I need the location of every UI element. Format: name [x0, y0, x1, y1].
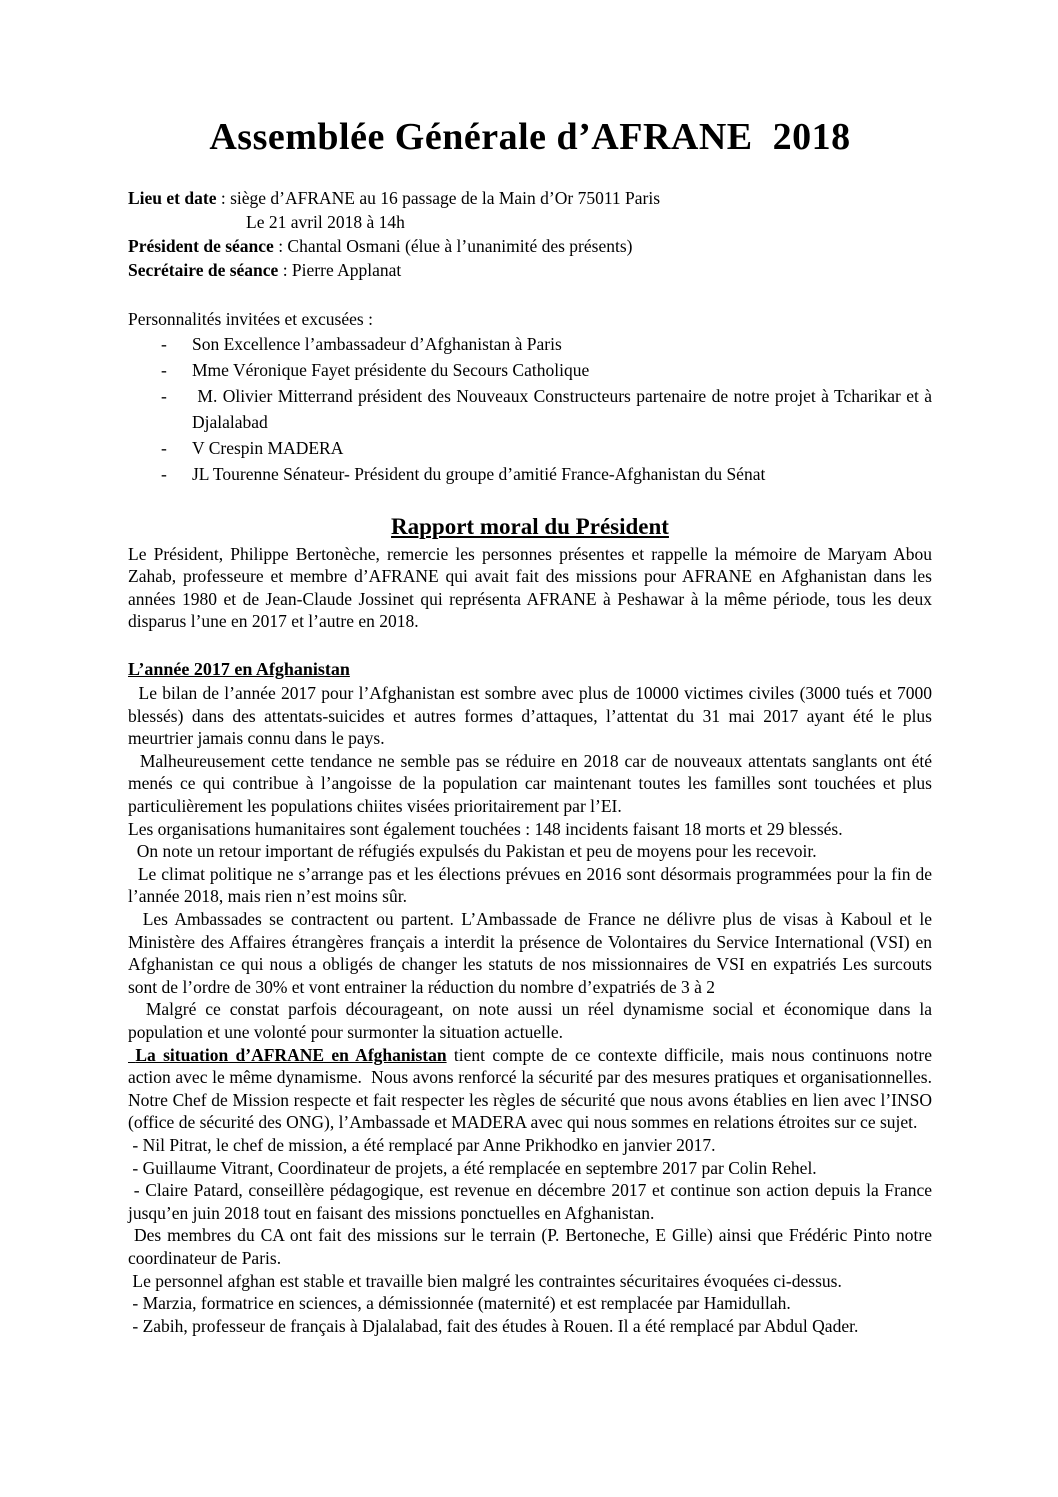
body-paragraph: Le bilan de l’année 2017 pour l’Afghanistan est sombre avec plus de 10000 victimes civiles (3000 tués et 7000 blessés) dans des attentats-suicides et autres formes d’attaques, l’attentat du 31 mai 2017 ayant été le plus meurtrier jamais connu dans le pays. [128, 683, 937, 749]
situation-paragraph [128, 1044, 937, 1134]
meta-president-value: : Chantal Osmani (élue à l’unanimité des présents) [273, 235, 633, 256]
meta-date-line: Le 21 avril 2018 à 14h [246, 211, 405, 232]
situation-inline-heading: La situation d’AFRANE en Afghanistan [128, 1044, 447, 1065]
invitee-text: JL Tourenne Sénateur- Président du groupe d’amitié France-Afghanistan du Sénat [192, 463, 766, 484]
body-paragraph: On note un retour important de réfugiés expulsés du Pakistan et peu de moyens pour les recevoir. [128, 841, 817, 862]
body-paragraph: Malgré ce constat parfois décourageant, on note aussi un réel dynamisme social et économique dans la population et une volonté pour surmonter la situation actuelle. [128, 999, 937, 1042]
dash-bullet: - [161, 463, 167, 484]
meta-lieu-label: Lieu et date [128, 187, 217, 208]
section-heading-rapport-moral: Rapport moral du Président [391, 513, 669, 539]
body-paragraph: - Claire Patard, conseillère pédagogique, est revenue en décembre 2017 et continue son action depuis la France jusqu’en juin 2018 tout en faisant des missions ponctuelles en Afghanistan. [128, 1180, 937, 1223]
meta-secretaire-label: Secrétaire de séance [128, 259, 279, 280]
invitee-text: M. Olivier Mitterrand président des Nouveaux Constructeurs partenaire de notre projet à Tcharikar et à Djalalabad [192, 385, 937, 432]
dash-bullet: - [161, 333, 167, 354]
invitee-item [128, 357, 932, 383]
body-paragraph: Les organisations humanitaires sont également touchées : 148 incidents faisant 18 morts et 29 blessés. [128, 818, 843, 839]
invitee-text: V Crespin MADERA [192, 437, 344, 458]
body-paragraph: - Guillaume Vitrant, Coordinateur de projets, a été remplacée en septembre 2017 par Colin Rehel. [128, 1157, 817, 1178]
invitee-text: Mme Véronique Fayet présidente du Secours Catholique [192, 359, 590, 380]
rapport-intro-paragraph: Le Président, Philippe Bertonèche, remercie les personnes présentes et rappelle la mémoire de Maryam Abou Zahab, professeure et membre d’AFRANE qui avait fait des missions pour AFRANE en Afghanistan dans les années 1980 et de Jean-Claude Jossinet qui représenta AFRANE à Peshawar à la même période, tous les deux disparus l’une en 2017 et l’autre en 2018. [128, 543, 937, 632]
document-title: Assemblée Générale d’AFRANE 2018 [209, 116, 851, 158]
meta-block [128, 186, 932, 282]
meta-lieu-date [128, 186, 932, 210]
body-paragraph: - Marzia, formatrice en sciences, a démissionnée (maternité) et est remplacée par Hamidullah. [128, 1293, 791, 1314]
invitees-list [128, 331, 937, 487]
section-heading-annee-2017: L’année 2017 en Afghanistan [128, 659, 350, 680]
invitee-item [128, 435, 932, 461]
dash-bullet: - [161, 437, 167, 458]
body-paragraph: Des membres du CA ont fait des missions sur le terrain (P. Bertoneche, E Gille) ainsi que Frédéric Pinto notre coordinateur de Paris. [128, 1225, 937, 1268]
meta-lieu-value: : siège d’AFRANE au 16 passage de la Main d’Or 75011 Paris [216, 187, 661, 208]
meta-secretaire-value: : Pierre Applanat [278, 259, 402, 280]
meta-secretaire [128, 258, 932, 282]
body-paragraph: Les Ambassades se contractent ou partent. L’Ambassade de France ne délivre plus de visas à Kaboul et le Ministère des Affaires étrangères français a interdit la présence de Volontaires du Service International (VSI) en Afghanistan ce qui nous a obligés de changer les statuts de nos missionnaires de VSI en expatriés Les surcouts sont de l’ordre de 30% et vont entrainer la réduction du nombre d’expatriés de 3 à 2 [128, 909, 937, 997]
invitee-item [128, 331, 932, 357]
meta-president-label: Président de séance [128, 235, 274, 256]
invitee-item [128, 461, 932, 487]
meta-president [128, 234, 932, 258]
body-paragraph: - Zabih, professeur de français à Djalalabad, fait des études à Rouen. Il a été remplacé par Abdul Qader. [128, 1315, 859, 1336]
invitee-item [128, 383, 937, 435]
body-paragraph: - Nil Pitrat, le chef de mission, a été remplacé par Anne Prikhodko en janvier 2017. [128, 1134, 716, 1155]
body-paragraph: Le climat politique ne s’arrange pas et les élections prévues en 2016 sont désormais programmées pour la fin de l’année 2018, mais rien n’est moins sûr. [128, 863, 937, 907]
invitee-text: Son Excellence l’ambassadeur d’Afghanistan à Paris [192, 333, 562, 354]
annee-2017-body [128, 682, 937, 1337]
body-paragraph: Le personnel afghan est stable et travaille bien malgré les contraintes sécuritaires évoquées ci-dessus. [128, 1270, 842, 1291]
body-paragraph: Malheureusement cette tendance ne semble pas se réduire en 2018 car de nouveaux attentats sanglants ont été menés ce qui contribue à l’angoisse de la population car maintenant toutes les familles sont touchées et plus particulièrement les populations chiites visées prioritairement par l’EI. [128, 750, 937, 817]
dash-bullet: - [161, 385, 167, 406]
situation-text: tient compte de ce contexte difficile, mais nous continuons notre action avec le même dynamisme. Nous avons renforcé la sécurité par des mesures pratiques et organisationnelles. Notre Chef de Mission respecte et fait respecter les règles de sécurité que nous avons établies en lien avec l’INSO (office de sécurité des ONG), l’Ambassade et MADERA avec qui nous sommes en relations étroites sur ce sujet. [128, 1044, 937, 1133]
invitees-heading: Personnalités invitées et excusées : [128, 308, 373, 329]
dash-bullet: - [161, 359, 167, 380]
